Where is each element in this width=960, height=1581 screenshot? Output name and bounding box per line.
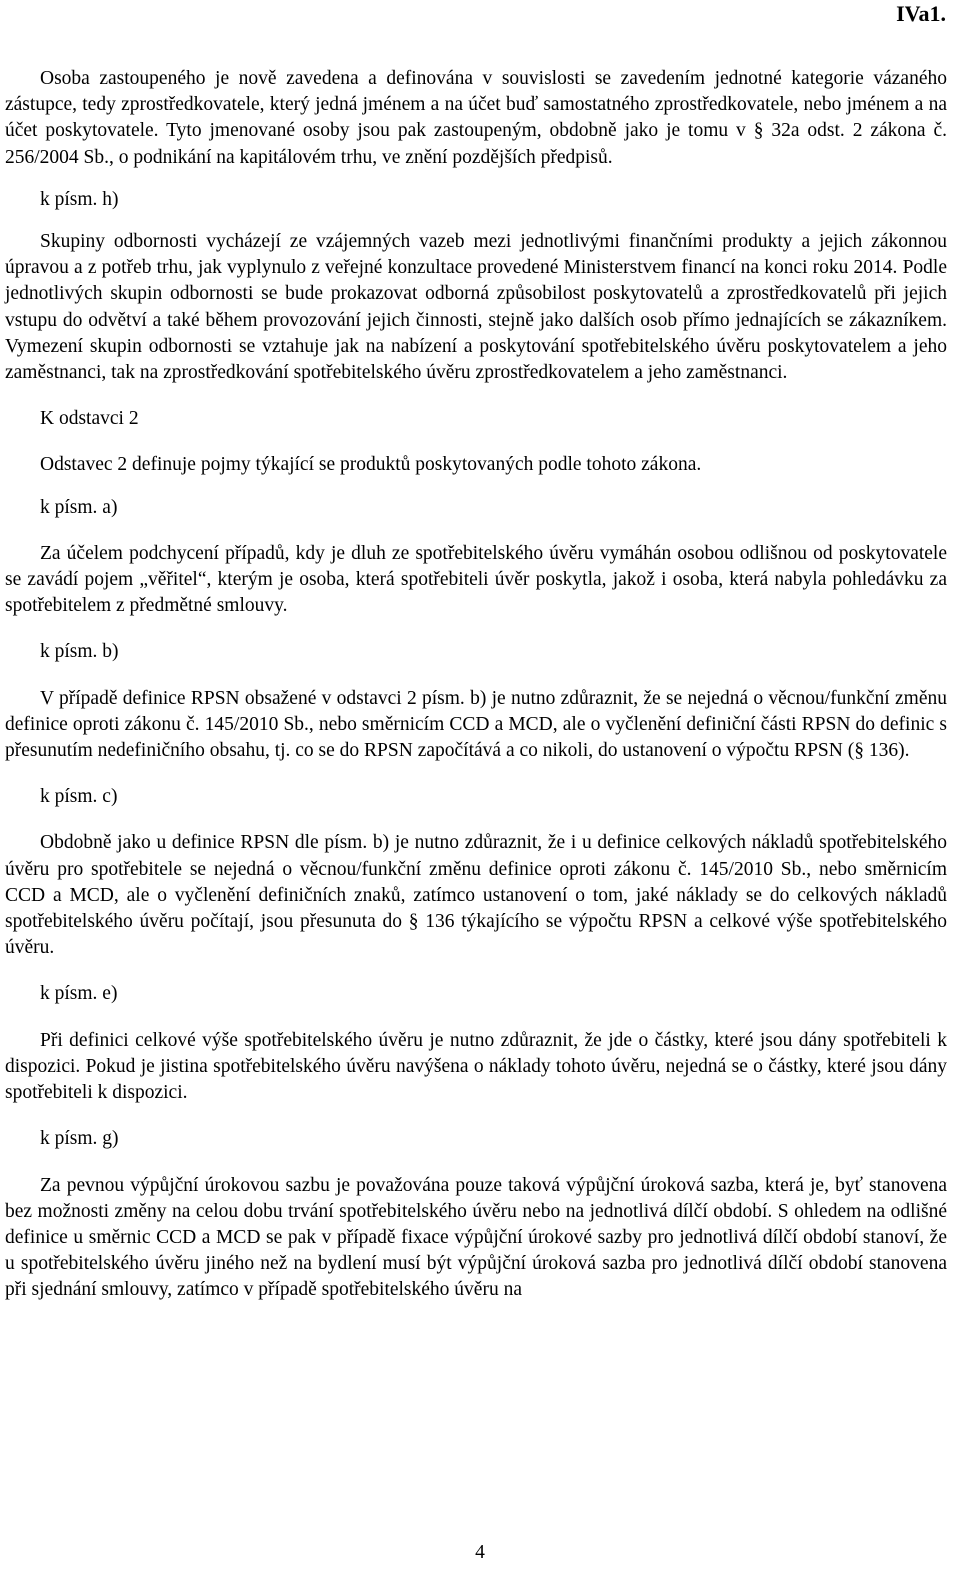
- section-label-pism-e: k písm. e): [40, 983, 118, 1005]
- paragraph-celkove-naklady: Obdobně jako u definice RPSN dle písm. b) je nutno zdůraznit, že i u definice celkových nákladů spotřebitelského úvěru pro spotřebitele se nejedná o věcnou/funkční změnu definice oproti zákonu č. 145/2010 Sb., nebo směrnicím CCD a MCD, ale o vyčlenění definičních znaků, zatímco ustanovení o tom, jaké náklady se do celkových nákladů spotřebitelského úvěru počítají, jsou přesunuta do § 136 týkajícího se výpočtu RPSN a celkové výše spotřebitelského úvěru.: [5, 832, 947, 959]
- paragraph-celkova-vyse: Při definici celkové výše spotřebitelského úvěru je nutno zdůraznit, že jde o částky, které jsou dány spotřebiteli k dispozici. Pokud je jistina spotřebitelského úvěru navýšena o náklady tohoto úvěru, nejedná se o částky, které jsou dány spotřebiteli k dispozici.: [5, 1029, 947, 1104]
- section-label-pism-c: k písm. c): [40, 786, 118, 808]
- document-body: [5, 66, 947, 1304]
- section-label-pism-a: k písm. a): [40, 496, 118, 518]
- page-number: 4: [475, 1542, 485, 1563]
- paragraph-odstavec-2: Odstavec 2 definuje pojmy týkající se produktů poskytovaných podle tohoto zákona.: [40, 454, 702, 476]
- section-label-pism-b: k písm. b): [40, 641, 119, 663]
- paragraph-pevna-sazba: Za pevnou výpůjční úrokovou sazbu je považována pouze taková výpůjční úroková sazba, která je, byť stanovena bez možnosti změny na celou dobu trvání spotřebitelského úvěru nebo na jednotlivá dílčí období. S ohledem na odlišné definice u směrnic CCD a MCD se pak v případě fixace výpůjční úrokové sazby pro jednotlivá dílčí období stanoví, že u spotřebitelského úvěru jiného než na bydlení musí být výpůjční úroková sazba pro jednotlivá dílčí období stanovena při sjednání smlouvy, zatímco v případě spotřebitelského úvěru na: [5, 1174, 947, 1301]
- section-label-pism-g: k písm. g): [40, 1128, 119, 1150]
- section-label-pism-h: k písm. h): [40, 188, 119, 210]
- paragraph-zastoupeny: Osoba zastoupeného je nově zavedena a definována v souvislosti se zavedením jednotné kategorie vázaného zástupce, tedy zprostředkovatele, který jedná jménem a na účet buď samostatného zprostředkovatele, nebo jménem a na účet poskytovatele. Tyto jmenované osoby jsou pak zastoupeným, obdobně jako je tomu v § 32a odst. 2 zákona č. 256/2004 Sb., o podnikání na kapitálovém trhu, ve znění pozdějších předpisů.: [5, 68, 947, 168]
- paragraph-veritel: Za účelem podchycení případů, kdy je dluh ze spotřebitelského úvěru vymáhán osobou odlišnou od poskytovatele se zavádí pojem „věřitel“, kterým je osoba, která spotřebiteli úvěr poskytla, jakož i osoba, která nabyla pohledávku za spotřebitelem z předmětné smlouvy.: [5, 542, 947, 617]
- page-identifier: IVa1.: [896, 1, 946, 26]
- paragraph-skupiny-odbornosti: Skupiny odbornosti vycházejí ze vzájemných vazeb mezi jednotlivými finančními produkty a jejich zákonnou úpravou a z potřeb trhu, jak vyplynulo z veřejné konzultace provedené Ministerstvem financí na konci roku 2014. Podle jednotlivých skupin odbornosti se bude prokazovat odborná způsobilost poskytovatelů a zprostředkovatelů při jejich vstupu do odvětví a také během provozování jejich činnosti, stejně jako dalších osob přímo jednajících se zákazníkem. Vymezení skupin odbornosti se vztahuje jak na nabízení a poskytování spotřebitelského úvěru poskytovatelem a jeho zaměstnanci, tak na zprostředkování spotřebitelského úvěru zprostředkovatelem a jeho zaměstnanci.: [5, 231, 947, 384]
- section-label-odstavec-2: K odstavci 2: [40, 408, 139, 430]
- paragraph-rpsn: V případě definice RPSN obsažené v odstavci 2 písm. b) je nutno zdůraznit, že se nejedná o věcnou/funkční změnu definice oproti zákonu č. 145/2010 Sb., nebo směrnicím CCD a MCD, ale o vyčlenění definiční části RPSN do definic s přesunutím nedefiničního obsahu, tj. co se do RPSN započítává a co nikoli, do ustanovení o výpočtu RPSN (§ 136).: [5, 687, 947, 762]
